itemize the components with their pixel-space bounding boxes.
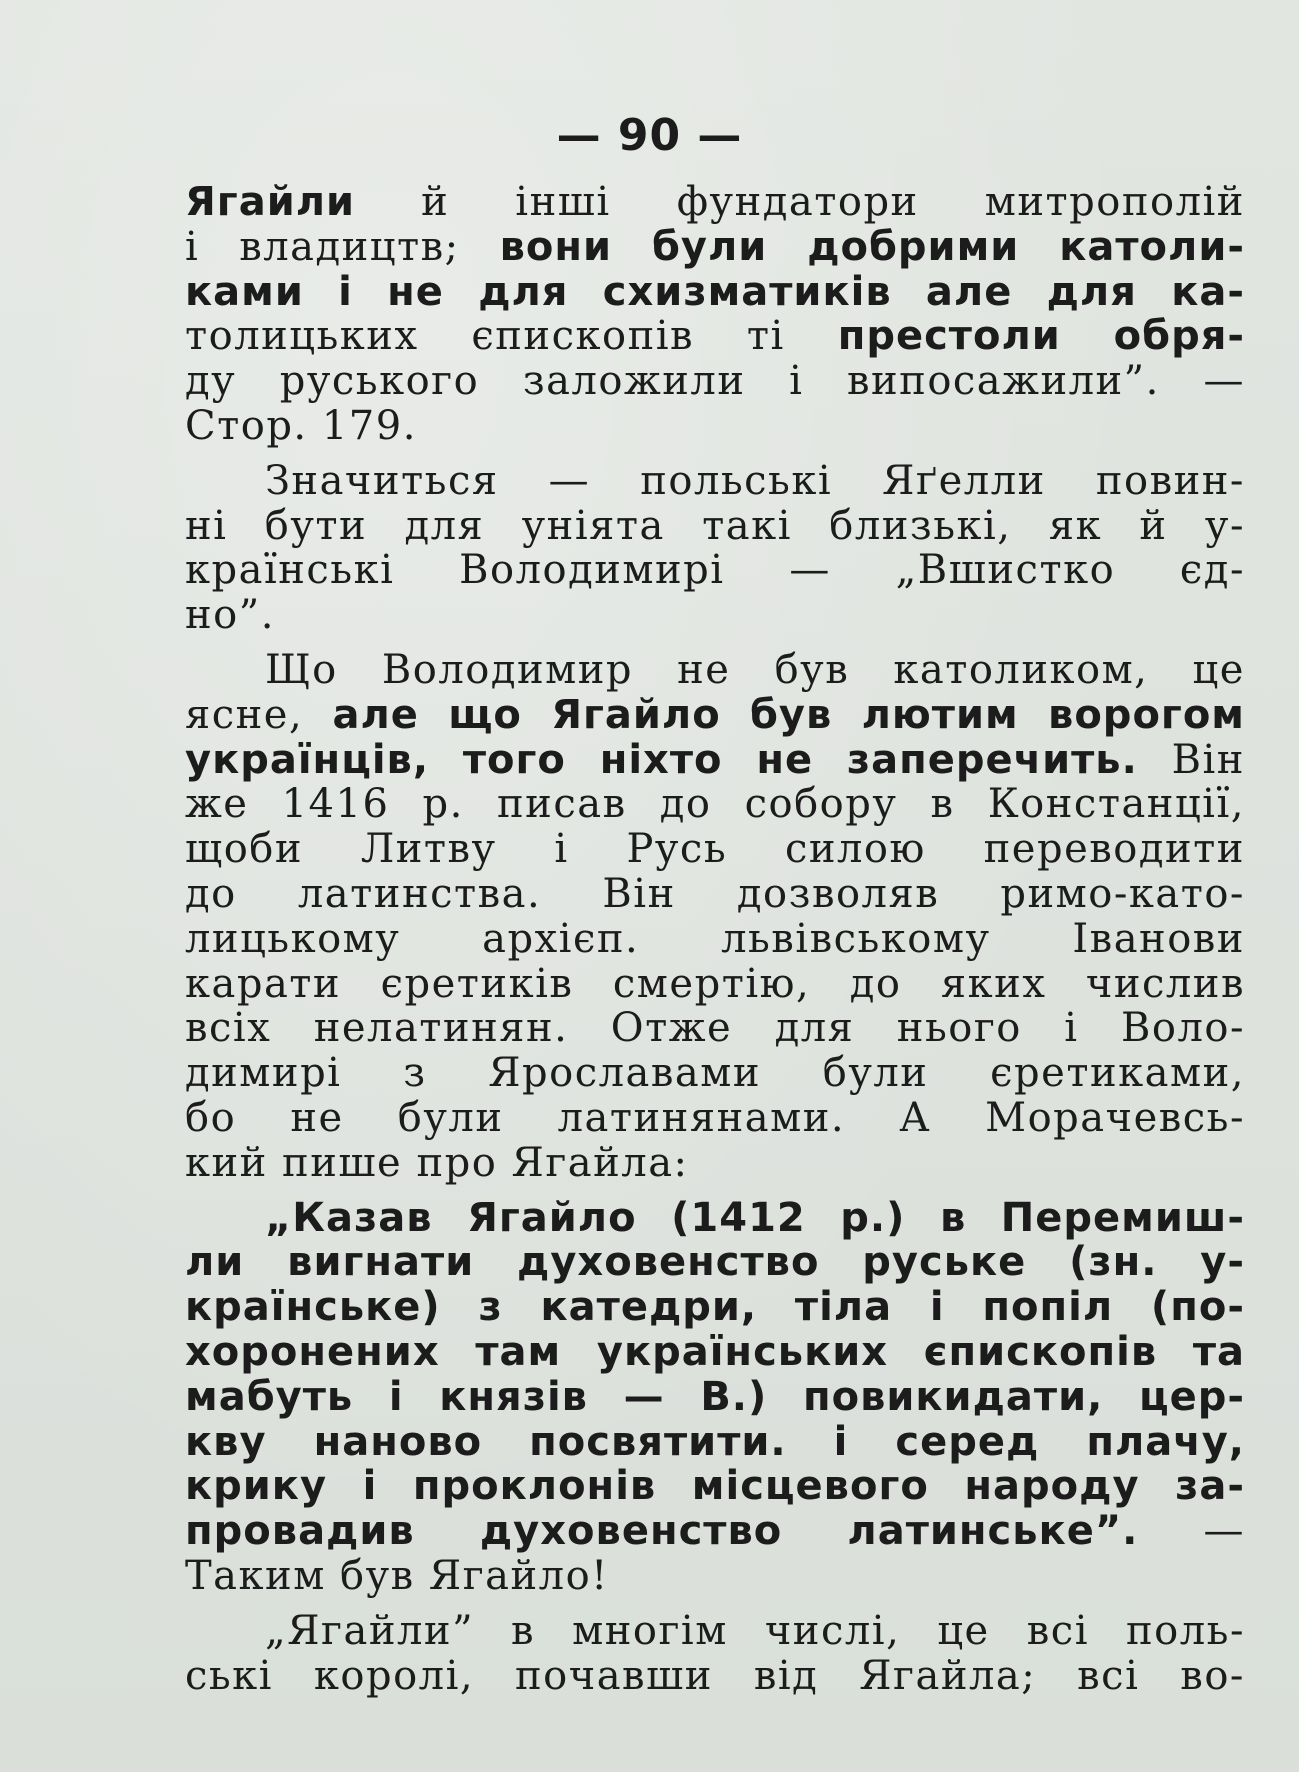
word: Констанції, bbox=[987, 781, 1245, 828]
word: провадив bbox=[185, 1508, 415, 1555]
word: лютим bbox=[861, 691, 1019, 738]
word: й bbox=[1139, 502, 1168, 549]
word: крику bbox=[185, 1463, 328, 1510]
text-line bbox=[185, 962, 1245, 1007]
word: плачу, bbox=[1086, 1418, 1245, 1465]
word: В.) bbox=[700, 1373, 768, 1420]
word: унiята bbox=[521, 502, 665, 549]
text-line bbox=[185, 693, 1245, 738]
word: Значиться bbox=[265, 457, 499, 504]
word: в bbox=[930, 781, 955, 828]
text-line bbox=[185, 917, 1245, 962]
word: був bbox=[340, 1552, 415, 1599]
word: були bbox=[651, 223, 768, 270]
word: толицьких bbox=[185, 313, 419, 360]
word: престоли bbox=[837, 313, 1061, 360]
text-line bbox=[185, 314, 1245, 359]
word: ворогом bbox=[1048, 691, 1245, 738]
word: кий bbox=[185, 1139, 268, 1186]
word: Таким bbox=[185, 1552, 326, 1599]
word: обря- bbox=[1113, 313, 1245, 360]
word: лицькому bbox=[185, 915, 401, 962]
word: католи- bbox=[1059, 223, 1245, 270]
word: повин- bbox=[1095, 457, 1245, 504]
word: Морачевсь- bbox=[985, 1094, 1245, 1141]
word: духовенство bbox=[517, 1239, 820, 1286]
word: у- bbox=[1200, 1239, 1245, 1286]
word: собору bbox=[744, 781, 898, 828]
word: — bbox=[1203, 1508, 1245, 1555]
page-number: — 90 — bbox=[556, 110, 743, 161]
word: вигнати bbox=[287, 1239, 475, 1286]
word: і bbox=[338, 268, 353, 315]
word: яких bbox=[940, 960, 1047, 1007]
word: єпископів bbox=[923, 1328, 1158, 1375]
word: попіл bbox=[982, 1284, 1114, 1331]
word: переводити bbox=[983, 826, 1245, 873]
word: Яґелли bbox=[882, 457, 1046, 504]
word: Ягайла: bbox=[511, 1139, 689, 1186]
word: королі, bbox=[313, 1652, 475, 1699]
word: руського bbox=[279, 358, 480, 405]
word: духовенство bbox=[479, 1508, 783, 1555]
word: мабуть bbox=[185, 1373, 354, 1420]
word: но”. bbox=[185, 592, 275, 639]
word: — bbox=[548, 457, 591, 504]
word: ясне, bbox=[185, 691, 304, 738]
word: народу bbox=[964, 1463, 1140, 1510]
word: і bbox=[554, 826, 569, 873]
word: „Вшистко bbox=[895, 547, 1116, 594]
word: серед bbox=[895, 1418, 1040, 1465]
word: єретиками, bbox=[990, 1050, 1245, 1097]
word: єпископів bbox=[471, 313, 695, 360]
word: всі bbox=[1077, 1652, 1140, 1699]
word: і bbox=[929, 1284, 945, 1331]
text-line bbox=[185, 1420, 1245, 1465]
text-line bbox=[185, 548, 1245, 593]
text-line bbox=[185, 1464, 1245, 1509]
word: латинянами. bbox=[557, 1094, 846, 1141]
word: Воло- bbox=[1121, 1005, 1245, 1052]
word: не bbox=[290, 1094, 344, 1141]
text-line bbox=[185, 1196, 1245, 1241]
word: (по- bbox=[1150, 1284, 1245, 1331]
word: владицтв; bbox=[239, 223, 460, 270]
word: числив bbox=[1085, 960, 1245, 1007]
word: р.) bbox=[840, 1194, 906, 1241]
word: Він bbox=[602, 870, 676, 917]
word: карати bbox=[185, 960, 342, 1007]
word: були bbox=[397, 1094, 504, 1141]
word: — bbox=[1203, 358, 1245, 405]
text-line bbox=[185, 359, 1245, 404]
word: 1416 bbox=[281, 781, 390, 828]
word: львівському bbox=[721, 915, 991, 962]
text-line bbox=[185, 1375, 1245, 1420]
word: для bbox=[774, 1005, 855, 1052]
word: во- bbox=[1180, 1652, 1245, 1699]
word: для bbox=[478, 268, 569, 315]
word: силою bbox=[784, 826, 926, 873]
word: близькі, bbox=[829, 502, 1012, 549]
word: же bbox=[185, 781, 249, 828]
text-line bbox=[185, 782, 1245, 827]
word: Литву bbox=[360, 826, 497, 873]
text-line bbox=[185, 1141, 1245, 1186]
word: фундатори bbox=[676, 179, 919, 225]
text-line bbox=[185, 1609, 1245, 1654]
word: — bbox=[623, 1373, 665, 1420]
word: димирі bbox=[185, 1050, 342, 1097]
word: як bbox=[1048, 502, 1103, 549]
text-line bbox=[185, 270, 1245, 315]
word: добрими bbox=[807, 223, 1020, 270]
word: і bbox=[833, 1418, 849, 1465]
text-line bbox=[185, 593, 1245, 638]
word: катедри, bbox=[540, 1284, 758, 1331]
word: польські bbox=[640, 457, 833, 504]
word: такі bbox=[702, 502, 792, 549]
text-line bbox=[185, 504, 1245, 549]
text-line bbox=[185, 1051, 1245, 1096]
word: ські bbox=[185, 1652, 273, 1699]
word: ніхто bbox=[599, 736, 723, 783]
word: того bbox=[462, 736, 566, 783]
word: щоби bbox=[185, 826, 304, 873]
word: не bbox=[387, 268, 444, 315]
word: князів bbox=[439, 1373, 588, 1420]
word: Ягайло! bbox=[428, 1552, 609, 1599]
word: до bbox=[849, 960, 902, 1007]
word: почавши bbox=[515, 1652, 713, 1699]
word: поль- bbox=[1126, 1607, 1245, 1654]
text-line bbox=[185, 1654, 1245, 1699]
word: кву bbox=[185, 1418, 267, 1465]
word: за- bbox=[1175, 1463, 1245, 1510]
word: Ягайло bbox=[551, 691, 721, 738]
word: Він bbox=[1171, 736, 1245, 783]
word: Що bbox=[265, 646, 338, 693]
text-line bbox=[185, 1509, 1245, 1554]
word: Русь bbox=[626, 826, 728, 873]
word: А bbox=[899, 1094, 931, 1141]
word: нелатинян. bbox=[313, 1005, 569, 1052]
word: і bbox=[789, 358, 804, 405]
word: римо-като- bbox=[1000, 870, 1245, 917]
word: про bbox=[416, 1139, 498, 1186]
word: ду bbox=[185, 358, 237, 405]
word: країнські bbox=[185, 547, 395, 594]
text-line bbox=[185, 225, 1245, 270]
word: не bbox=[677, 646, 731, 693]
word: — bbox=[789, 547, 831, 594]
word: цер- bbox=[1138, 1373, 1245, 1420]
word: Ягайла; bbox=[859, 1652, 1037, 1699]
word: проклонів bbox=[412, 1463, 657, 1510]
text-line bbox=[185, 1330, 1245, 1375]
word: митрополій bbox=[984, 179, 1245, 225]
word: всіх bbox=[185, 1005, 272, 1052]
word: Володимир bbox=[381, 646, 633, 693]
word: „Казав bbox=[265, 1194, 433, 1241]
word: заперечить. bbox=[846, 736, 1138, 783]
text-line bbox=[185, 1285, 1245, 1330]
word: заложили bbox=[522, 358, 746, 405]
word: з bbox=[478, 1284, 503, 1331]
word: для bbox=[1046, 268, 1137, 315]
body-text bbox=[185, 180, 1245, 1698]
word: і bbox=[1064, 1005, 1079, 1052]
word: смертію, bbox=[612, 960, 811, 1007]
word: р. bbox=[422, 781, 464, 828]
word: з bbox=[403, 1050, 427, 1097]
word: країнське) bbox=[185, 1284, 441, 1331]
word: не bbox=[756, 736, 814, 783]
word: українців, bbox=[185, 736, 430, 783]
text-line bbox=[185, 872, 1245, 917]
word: але bbox=[332, 691, 419, 738]
word: Отже bbox=[610, 1005, 733, 1052]
word: посвятити. bbox=[529, 1418, 787, 1465]
word: числі, bbox=[764, 1607, 901, 1654]
word: Перемиш- bbox=[1000, 1194, 1245, 1241]
word: були bbox=[822, 1050, 929, 1097]
word: і bbox=[388, 1373, 404, 1420]
word: до bbox=[659, 781, 712, 828]
word: й bbox=[421, 179, 450, 225]
text-line bbox=[185, 1554, 1245, 1599]
word: ками bbox=[185, 268, 304, 315]
word: 179. bbox=[321, 402, 417, 449]
word: „Ягайли” bbox=[265, 1607, 475, 1654]
word: ли bbox=[185, 1239, 245, 1286]
word: в bbox=[511, 1607, 536, 1654]
word: ні bbox=[185, 502, 228, 549]
text-line bbox=[185, 827, 1245, 872]
text-line bbox=[185, 459, 1245, 504]
word: інші bbox=[515, 179, 611, 225]
word: українських bbox=[596, 1328, 889, 1375]
text-line bbox=[185, 404, 1245, 449]
word: многім bbox=[572, 1607, 728, 1654]
word: там bbox=[475, 1328, 562, 1375]
word: руське bbox=[862, 1239, 1027, 1286]
word: Ягайли bbox=[185, 179, 356, 225]
word: для bbox=[404, 502, 485, 549]
word: місцевого bbox=[691, 1463, 929, 1510]
word: що bbox=[448, 691, 522, 738]
word: всі bbox=[1026, 1607, 1089, 1654]
word: і bbox=[185, 223, 200, 270]
word: і bbox=[362, 1463, 378, 1510]
word: писав bbox=[497, 781, 627, 828]
word: це bbox=[937, 1607, 990, 1654]
text-line bbox=[185, 1096, 1245, 1141]
word: до bbox=[185, 870, 237, 917]
word: єретиків bbox=[380, 960, 574, 1007]
word: ті bbox=[746, 313, 785, 360]
word: схизматиків bbox=[602, 268, 892, 315]
word: тіла bbox=[794, 1284, 893, 1331]
word: випосажили”. bbox=[846, 358, 1160, 405]
word: пише bbox=[282, 1139, 403, 1186]
word: Ягайло bbox=[467, 1194, 637, 1241]
word: Іванови bbox=[1072, 915, 1245, 962]
word: хоронених bbox=[185, 1328, 440, 1375]
word: (зн. bbox=[1069, 1239, 1158, 1286]
text-line bbox=[185, 1006, 1245, 1051]
word: вони bbox=[499, 223, 613, 270]
word: Стор. bbox=[185, 402, 308, 449]
word: архієп. bbox=[482, 915, 640, 962]
word: бо bbox=[185, 1094, 237, 1141]
word: був bbox=[774, 646, 850, 693]
word: наново bbox=[313, 1418, 483, 1465]
word: це bbox=[1192, 646, 1245, 693]
word: католиком, bbox=[893, 646, 1149, 693]
word: був bbox=[750, 691, 833, 738]
word: латинське”. bbox=[847, 1508, 1139, 1555]
word: та bbox=[1192, 1328, 1245, 1375]
text-line bbox=[185, 648, 1245, 693]
word: в bbox=[939, 1194, 967, 1241]
word: нього bbox=[896, 1005, 1022, 1052]
word: (1412 bbox=[671, 1194, 806, 1241]
text-line bbox=[185, 1240, 1245, 1285]
word: дозволяв bbox=[736, 870, 940, 917]
word: у- bbox=[1204, 502, 1245, 549]
text-line bbox=[185, 180, 1245, 225]
word: від bbox=[753, 1652, 819, 1699]
word: Володимирі bbox=[459, 547, 725, 594]
word: єд- bbox=[1179, 547, 1245, 594]
word: ка- bbox=[1171, 268, 1245, 315]
word: але bbox=[925, 268, 1013, 315]
text-line bbox=[185, 738, 1245, 783]
word: повикидати, bbox=[802, 1373, 1104, 1420]
word: латинства. bbox=[297, 870, 542, 917]
word: Ярославами bbox=[488, 1050, 762, 1097]
word: бути bbox=[264, 502, 368, 549]
